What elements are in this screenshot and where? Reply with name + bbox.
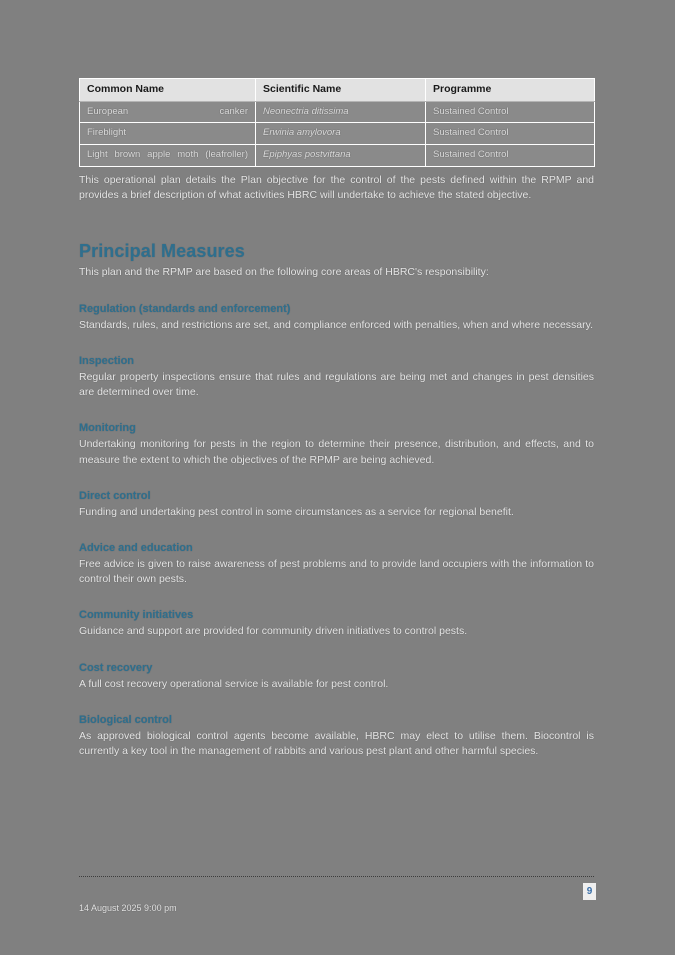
measure-heading-community-initiatives: Community initiatives [79,609,194,622]
table-row [80,145,595,167]
table-header-common-name: Common Name [80,79,256,102]
page-title: Principal Measures [79,241,245,262]
measure-heading-monitoring: Monitoring [79,422,136,435]
measure-body-biological-control: As approved biological control agents become available, HBRC may elect to utilise them. Biocontrol is currently a key tool in the management of rabbits and various pest plant and other harmful species. [79,729,594,758]
cell-programme: Sustained Control [426,101,595,123]
measure-body-direct-control: Funding and undertaking pest control in some circumstances as a service for regional benefit. [79,505,514,518]
measure-body-regulation: Standards, rules, and restrictions are set, and compliance enforced with penalties, when and where necessary. [79,318,594,331]
measure-heading-advice-and-education: Advice and education [79,541,193,554]
intro-paragraph: This operational plan details the Plan objective for the control of the pests defined within the RPMP and provides a brief description of what activities HBRC will undertake to achieve the stated objective. [79,173,594,202]
principal-measures-lead: This plan and the RPMP are based on the following core areas of HBRC's responsibility: [79,266,489,279]
measure-heading-cost-recovery: Cost recovery [79,661,153,674]
measure-body-inspection: Regular property inspections ensure that rules and regulations are being met and changes in pest densities are determined over time. [79,370,594,399]
cell-programme: Sustained Control [426,123,595,145]
measure-heading-biological-control: Biological control [79,713,172,726]
page-number-badge: 9 [583,883,596,900]
cell-common-name: Light brown apple moth (leafroller) [80,145,256,167]
measure-heading-regulation: Regulation (standards and enforcement) [79,302,291,315]
measure-heading-direct-control: Direct control [79,489,151,502]
table-header-programme: Programme [426,79,595,102]
cell-programme: Sustained Control [426,145,595,167]
footer-timestamp: 14 August 2025 9:00 pm [79,903,177,913]
cell-common-name: Fireblight [80,123,256,145]
measure-body-community-initiatives: Guidance and support are provided for community driven initiatives to control pests. [79,625,468,638]
footer-divider [79,876,594,877]
pest-programme-table [79,78,595,167]
cell-scientific-name: Epiphyas postvittana [256,145,426,167]
cell-common-name: European canker [80,101,256,123]
measure-body-cost-recovery: A full cost recovery operational service is available for pest control. [79,677,389,690]
table-row [80,101,595,123]
table-row [80,123,595,145]
measure-body-advice-and-education: Free advice is given to raise awareness of pest problems and to provide land occupiers with the information to control their own pests. [79,557,594,586]
table-header-row [80,79,595,102]
page-footer [79,876,594,913]
measure-body-monitoring: Undertaking monitoring for pests in the region to determine their presence, distribution, and effects, and to measure the extent to which the objectives of the RPMP are being achieved. [79,438,594,466]
page-content [79,78,594,759]
cell-scientific-name: Erwinia amylovora [256,123,426,145]
cell-scientific-name: Neonectria ditissima [256,101,426,123]
table-header-scientific-name: Scientific Name [256,79,426,102]
measure-heading-inspection: Inspection [79,354,135,367]
